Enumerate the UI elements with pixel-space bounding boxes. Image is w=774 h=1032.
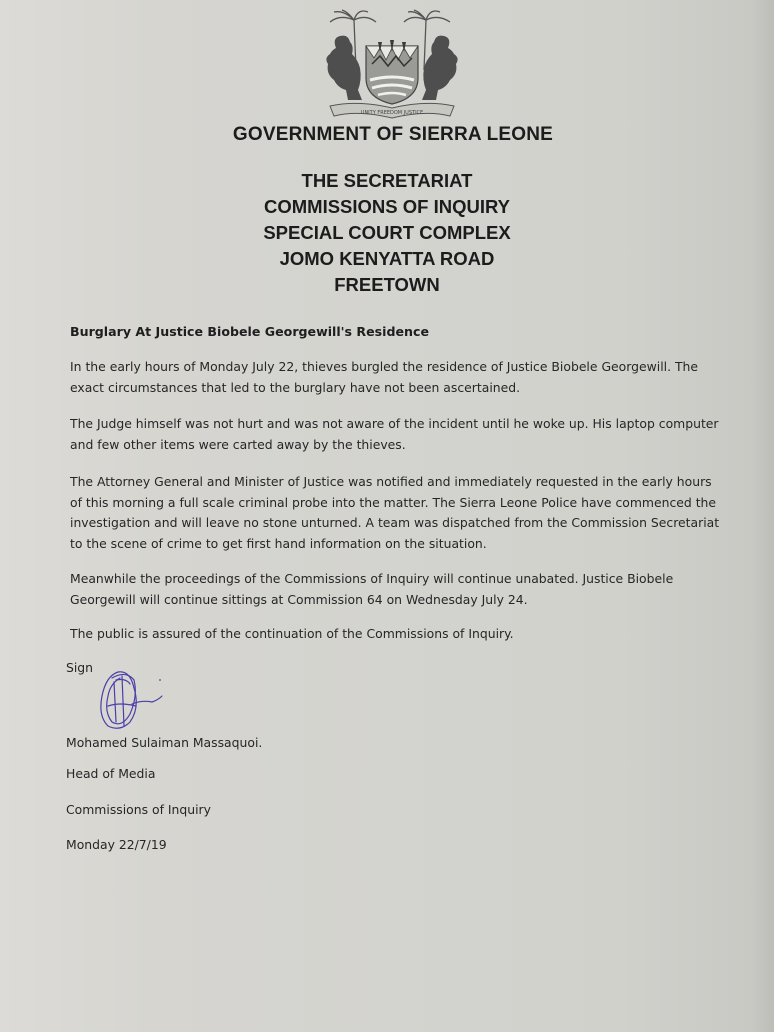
sign-label: Sign [66, 660, 94, 675]
address-line: JOMO KENYATTA ROAD [279, 248, 495, 269]
paragraph-line: The public is assured of the continuation of the Commissions of Inquiry. [70, 626, 514, 641]
signatory-organization: Commissions of Inquiry [66, 802, 211, 817]
government-heading [0, 124, 774, 146]
body-paragraph [70, 569, 740, 610]
handwritten-signature [96, 666, 168, 734]
paragraph-line: The Attorney General and Minister of Justice was notified and immediately requested in the early hours [70, 474, 712, 489]
paragraph-line: of this morning a full scale criminal probe into the matter. The Sierra Leone Police have commenced the [70, 494, 717, 510]
government-name: GOVERNMENT OF SIERRA LEONE [232, 124, 554, 145]
address-line: THE SECRETARIAT [301, 170, 473, 191]
address-line: FREETOWN [334, 274, 440, 295]
body-paragraph [70, 414, 740, 455]
paragraph-line: Georgewill will continue sittings at Commission 64 on Wednesday July 24. [70, 591, 528, 607]
signatory-position: Head of Media [66, 766, 156, 781]
address-line: SPECIAL COURT COMPLEX [263, 222, 511, 243]
paragraph-line: Meanwhile the proceedings of the Commissions of Inquiry will continue unabated. Justice Biobele [70, 571, 674, 586]
body-paragraph [70, 472, 740, 554]
press-release-title: Burglary At Justice Biobele Georgewill's Residence [70, 324, 430, 339]
lion-left-icon [326, 36, 362, 100]
paragraph-line: to the scene of crime to get first hand information on the situation. [70, 535, 487, 551]
motto-text: UNITY FREEDOM JUSTICE [360, 110, 424, 116]
paragraph-line: exact circumstances that led to the burglary have not been ascertained. [70, 379, 521, 395]
coat-of-arms-emblem [318, 8, 466, 120]
address-line: COMMISSIONS OF INQUIRY [264, 196, 510, 217]
paragraph-line: The Judge himself was not hurt and was not aware of the incident until he woke up. His laptop computer [70, 416, 719, 431]
body-paragraph [70, 357, 740, 398]
paragraph-line: In the early hours of Monday July 22, thieves burgled the residence of Justice Biobele Georgewill. The [70, 359, 698, 374]
letter-date: Monday 22/7/19 [66, 837, 167, 852]
body-paragraph [70, 624, 740, 645]
lion-right-icon [422, 36, 458, 100]
signatory-name: Mohamed Sulaiman Massaquoi. [66, 735, 263, 750]
shield-icon [366, 46, 418, 104]
secretariat-address [0, 168, 774, 298]
paragraph-line: investigation and will leave no stone unturned. A team was dispatched from the Commission Secretariat [70, 515, 720, 530]
paragraph-line: and few other items were carted away by the thieves. [70, 436, 406, 452]
